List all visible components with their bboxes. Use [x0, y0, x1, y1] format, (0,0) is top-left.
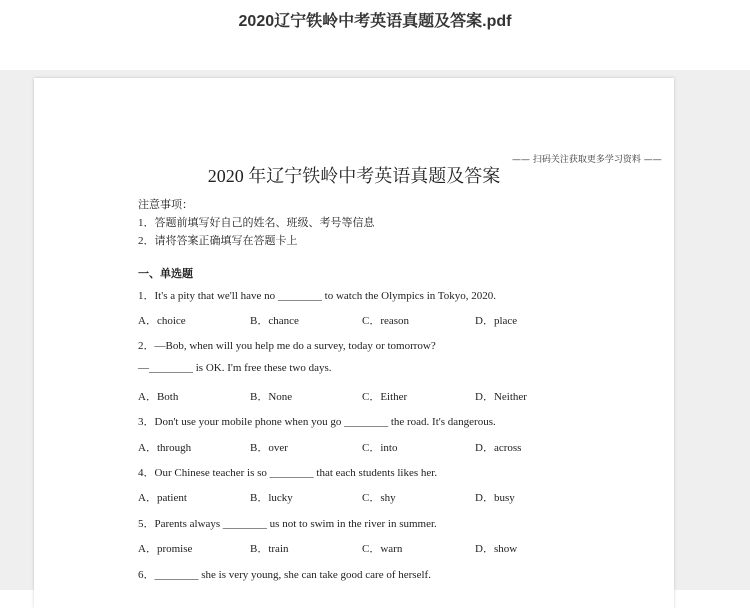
question-option: B．over: [250, 442, 288, 454]
question-option: D．place: [475, 315, 518, 327]
pdf-page: [34, 78, 674, 608]
question-option: C．Either: [362, 391, 408, 403]
question-option: C．into: [362, 442, 398, 454]
document-title: 2020 年辽宁铁岭中考英语真题及答案: [207, 166, 501, 186]
viewer-header: [0, 0, 750, 70]
question-option: A．patient: [138, 492, 187, 504]
note-item: 1．答题前填写好自己的姓名、班级、考号等信息: [138, 217, 375, 229]
watermark-text: —— 扫码关注获取更多学习资料 ——: [512, 155, 662, 165]
question-option: B．lucky: [250, 492, 293, 504]
question-stem: 6．________ she is very young, she can take good care of herself.: [138, 569, 431, 581]
question-option: B．None: [250, 391, 293, 403]
question-option: D．across: [475, 442, 522, 454]
question-option: C．reason: [362, 315, 410, 327]
question-option: C．shy: [362, 492, 396, 504]
note-item: 2．请将答案正确填写在答题卡上: [138, 235, 298, 247]
question-stem: 2．—Bob, when will you help me do a survey, today or tomorrow?: [138, 340, 436, 352]
section-heading: 一、单选题: [138, 268, 193, 280]
question-stem: 1．It's a pity that we'll have no ________ to watch the Olympics in Tokyo, 2020.: [138, 290, 496, 302]
question-option: A．promise: [138, 543, 193, 555]
question-option: D．Neither: [475, 391, 527, 403]
question-option: B．chance: [250, 315, 299, 327]
question-option: A．choice: [138, 315, 186, 327]
question-option: D．busy: [475, 492, 515, 504]
notes-heading: 注意事项：: [138, 199, 193, 211]
question-option: C．warn: [362, 543, 403, 555]
file-title: 2020辽宁铁岭中考英语真题及答案.pdf: [238, 13, 512, 30]
question-option: A．through: [138, 442, 192, 454]
question-option: B．train: [250, 543, 289, 555]
question-stem: 4．Our Chinese teacher is so ________ that each students likes her.: [138, 467, 438, 479]
question-option: D．show: [475, 543, 518, 555]
question-option: A．Both: [138, 391, 179, 403]
question-stem-continued: —________ is OK. I'm free these two days.: [138, 362, 332, 374]
question-stem: 5．Parents always ________ us not to swim in the river in summer.: [138, 518, 437, 530]
question-stem: 3．Don't use your mobile phone when you go ________ the road. It's dangerous.: [138, 416, 496, 428]
